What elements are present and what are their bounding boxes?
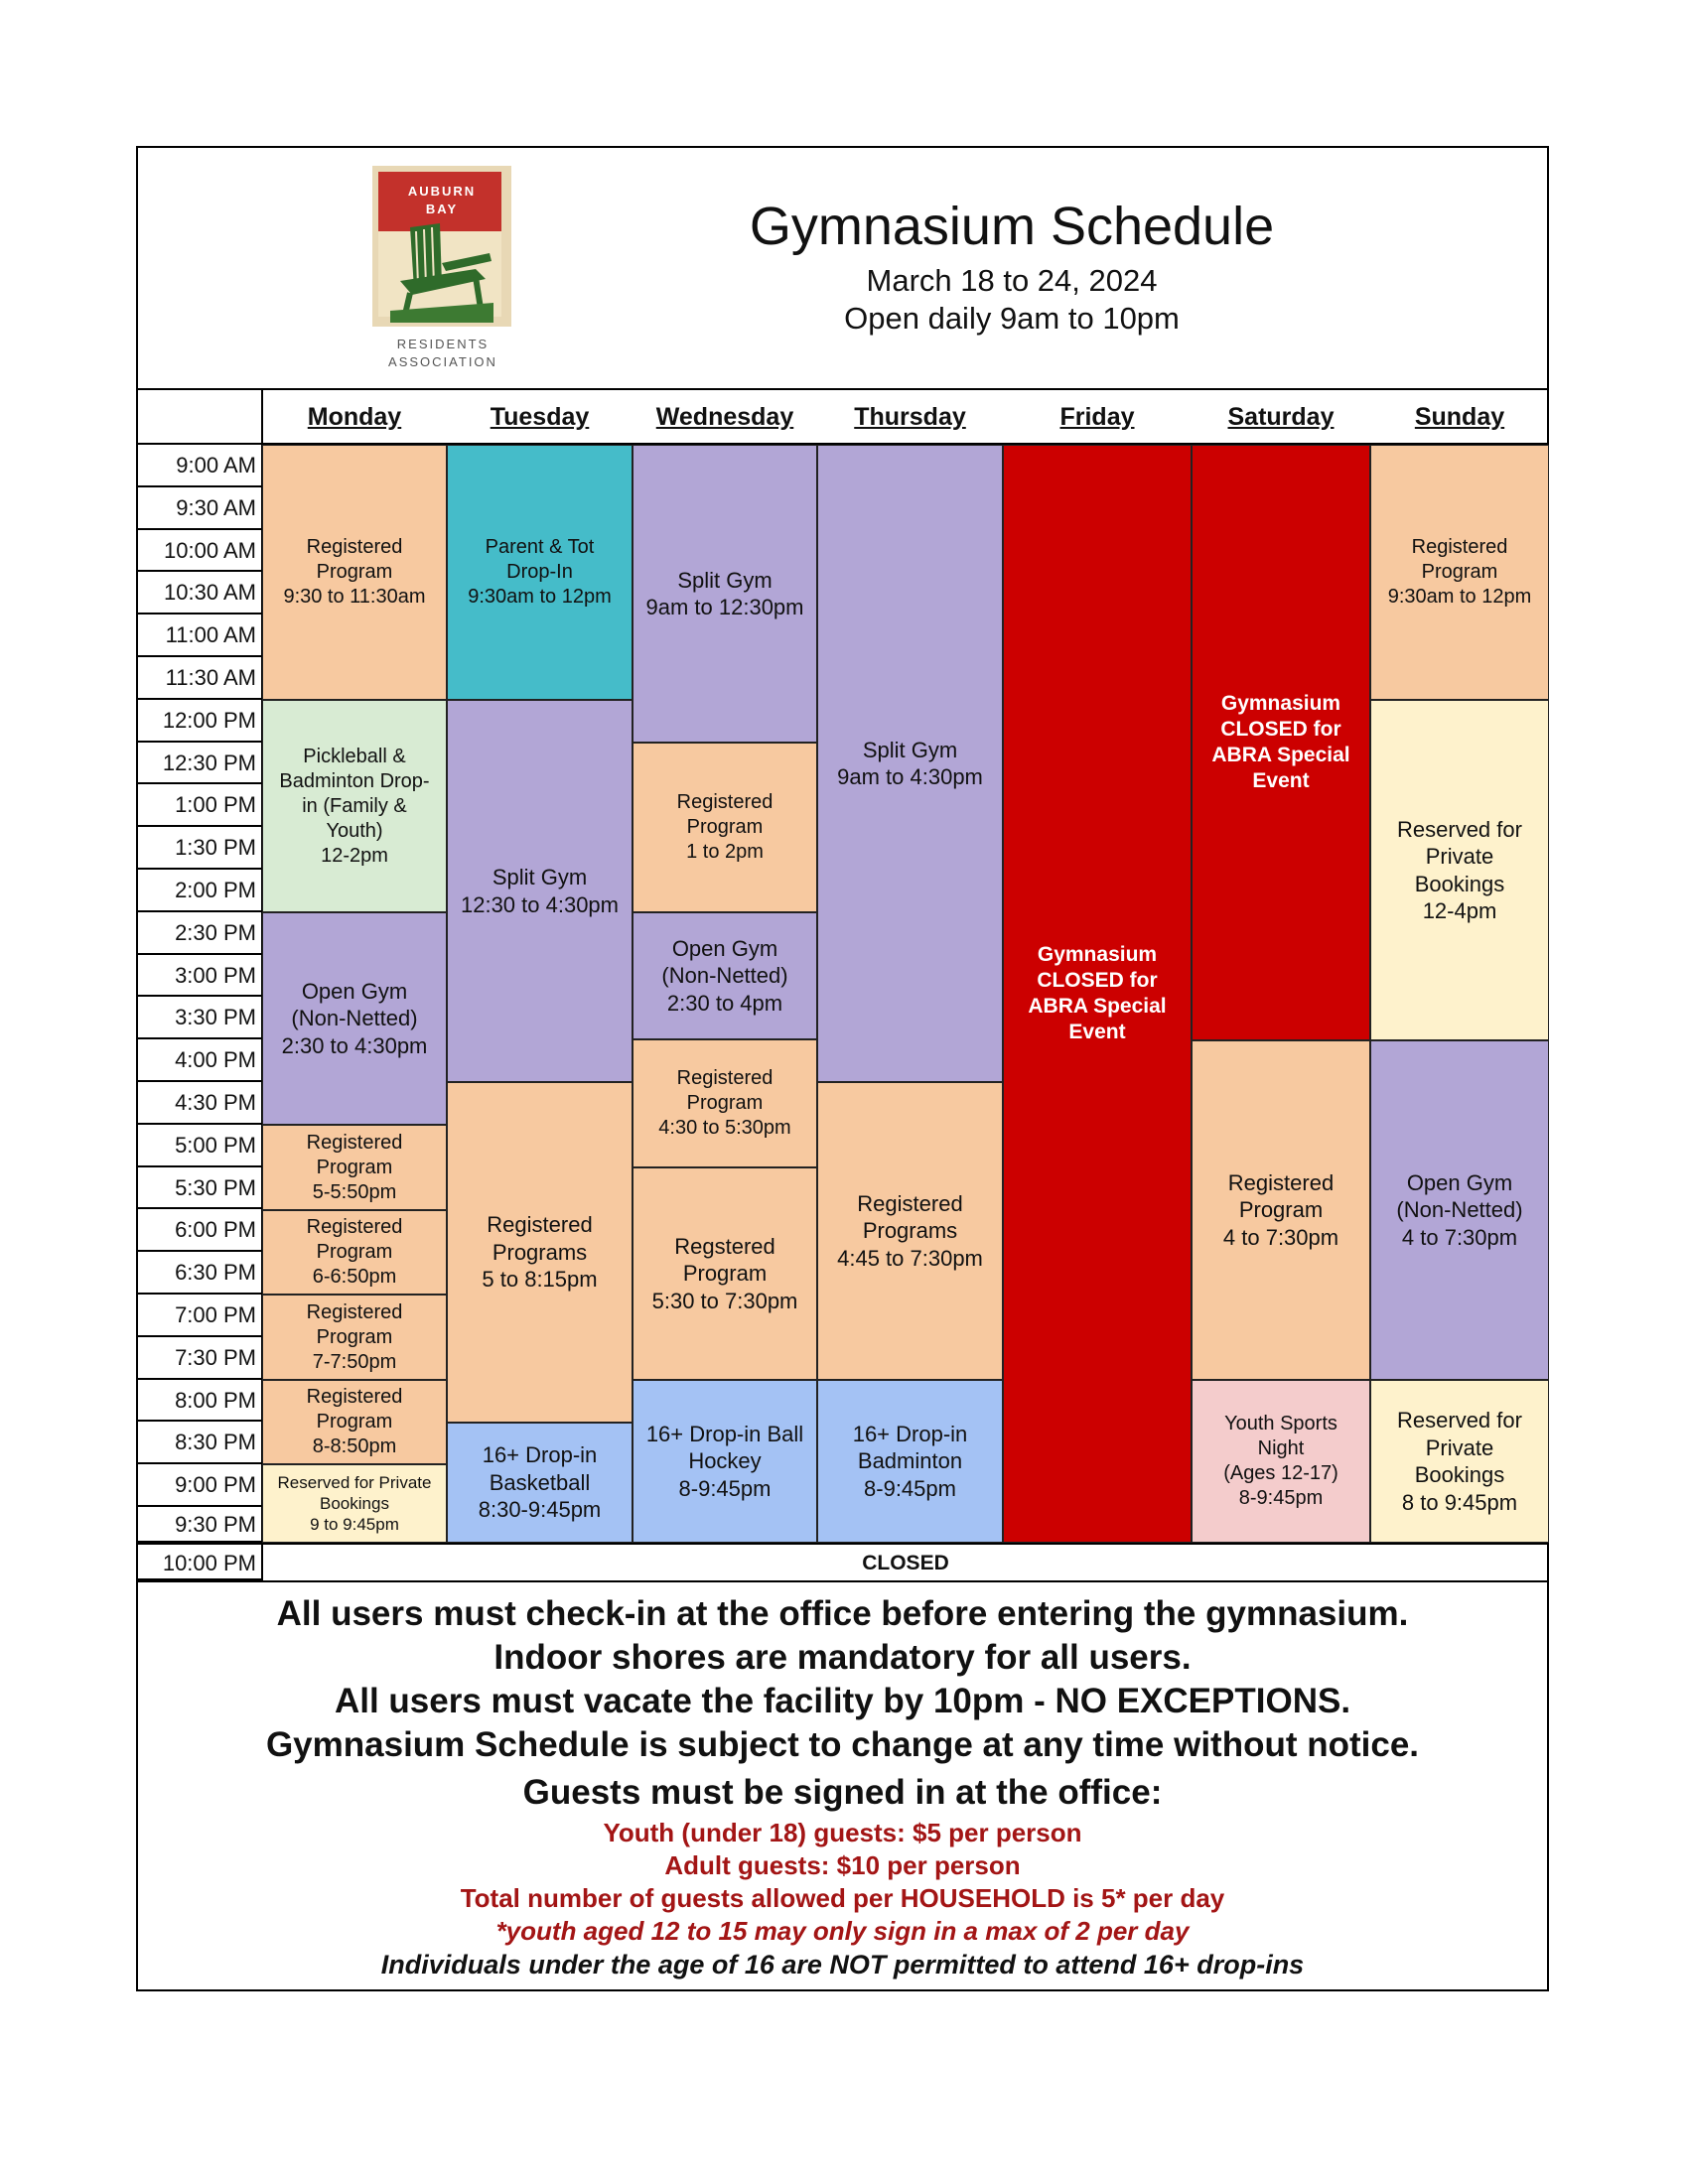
event-block-closed-special-event: Gymnasium CLOSED for ABRA Special Event <box>1003 445 1192 1543</box>
closed-row: CLOSED <box>262 1543 1549 1580</box>
time-label: 4:30 PM <box>138 1082 262 1125</box>
event-block-registered-program: Registered Program 1 to 2pm <box>633 743 817 912</box>
time-label: 11:30 AM <box>138 657 262 700</box>
event-block-reserved-private: Reserved for Private Bookings 8 to 9:45pm <box>1370 1380 1549 1543</box>
time-label: 1:00 PM <box>138 784 262 827</box>
logo-text-association: ASSOCIATION <box>388 354 497 369</box>
time-label: 9:30 AM <box>138 487 262 530</box>
time-label: 12:00 PM <box>138 700 262 743</box>
day-header-monday: Monday <box>262 390 447 445</box>
day-header-thursday: Thursday <box>817 390 1003 445</box>
event-block-registered-program: Registered Program 6-6:50pm <box>262 1210 447 1295</box>
logo-text-bay: BAY <box>425 202 459 216</box>
youth-note: *youth aged 12 to 15 may only sign in a max of 2 per day <box>495 1916 1190 1946</box>
time-label: 2:00 PM <box>138 870 262 912</box>
event-block-reserved-private: Reserved for Private Bookings 9 to 9:45pm <box>262 1464 447 1543</box>
event-block-reserved-private: Reserved for Private Bookings 12-4pm <box>1370 700 1549 1040</box>
time-label: 10:30 AM <box>138 572 262 614</box>
fee-adult: Adult guests: $10 per person <box>664 1850 1021 1880</box>
schedule-frame <box>136 146 1549 1991</box>
rule-check-in: All users must check-in at the office before entering the gymnasium. <box>276 1594 1409 1633</box>
grid-bottom-border <box>138 1580 1549 1582</box>
logo-text-residents: RESIDENTS <box>396 337 490 351</box>
time-label: 4:00 PM <box>138 1039 262 1082</box>
logo-text-auburn: AUBURN <box>407 184 477 199</box>
day-header-saturday: Saturday <box>1192 390 1370 445</box>
corner-cell <box>138 390 262 445</box>
time-label: 9:00 AM <box>138 445 262 487</box>
time-label: 2:30 PM <box>138 912 262 955</box>
event-block-registered-program: Registered Program 9:30am to 12pm <box>1370 445 1549 700</box>
event-block-registered-program: Registered Program 9:30 to 11:30am <box>262 445 447 700</box>
day-header-wednesday: Wednesday <box>633 390 817 445</box>
guest-heading: Guests must be signed in at the office: <box>522 1773 1163 1812</box>
day-header-friday: Friday <box>1003 390 1192 445</box>
page-title: Gymnasium Schedule <box>749 197 1275 256</box>
event-block-split-gym: Split Gym 12:30 to 4:30pm <box>447 700 633 1082</box>
event-block-registered-programs: Registered Programs 4:45 to 7:30pm <box>817 1082 1003 1380</box>
time-label: 7:30 PM <box>138 1337 262 1380</box>
rule-indoor-shoes: Indoor shores are mandatory for all users. <box>493 1638 1192 1677</box>
day-header-tuesday: Tuesday <box>447 390 633 445</box>
time-label: 8:30 PM <box>138 1422 262 1464</box>
time-label: 6:30 PM <box>138 1252 262 1295</box>
time-label: 5:00 PM <box>138 1125 262 1167</box>
event-block-open-gym: Open Gym (Non-Netted) 4 to 7:30pm <box>1370 1040 1549 1380</box>
time-label: 8:00 PM <box>138 1380 262 1423</box>
event-block-open-gym: Open Gym (Non-Netted) 2:30 to 4:30pm <box>262 912 447 1125</box>
age-restriction: Individuals under the age of 16 are NOT permitted to attend 16+ drop-ins <box>380 1950 1305 1979</box>
event-block-parent-tot: Parent & Tot Drop-In 9:30am to 12pm <box>447 445 633 700</box>
rules-footer <box>138 1592 1547 1982</box>
event-block-split-gym: Split Gym 9am to 4:30pm <box>817 445 1003 1082</box>
event-block-ball-hockey-drop-in: 16+ Drop-in Ball Hockey 8-9:45pm <box>633 1380 817 1543</box>
auburn-bay-logo <box>372 166 513 378</box>
household-limit: Total number of guests allowed per HOUSEHOLD is 5* per day <box>460 1883 1225 1913</box>
time-label: 5:30 PM <box>138 1167 262 1210</box>
event-block-closed-special-event: Gymnasium CLOSED for ABRA Special Event <box>1192 445 1370 1040</box>
time-label: 12:30 PM <box>138 743 262 785</box>
adirondack-chair-icon <box>390 223 493 323</box>
time-label: 9:00 PM <box>138 1464 262 1507</box>
time-label: 1:30 PM <box>138 827 262 870</box>
time-label: 7:00 PM <box>138 1295 262 1337</box>
event-block-split-gym: Split Gym 9am to 12:30pm <box>633 445 817 743</box>
time-label: 10:00 AM <box>138 530 262 573</box>
fee-youth: Youth (under 18) guests: $5 per person <box>603 1818 1082 1847</box>
event-block-registered-programs: Registered Programs 5 to 8:15pm <box>447 1082 633 1423</box>
rule-schedule-change: Gymnasium Schedule is subject to change at any time without notice. <box>265 1725 1420 1764</box>
open-hours: Open daily 9am to 10pm <box>844 301 1180 336</box>
day-header-sunday: Sunday <box>1370 390 1549 445</box>
time-label: 3:30 PM <box>138 997 262 1039</box>
time-label: 6:00 PM <box>138 1209 262 1252</box>
schedule-dates: March 18 to 24, 2024 <box>866 263 1158 298</box>
time-label-closing: 10:00 PM <box>138 1543 262 1580</box>
time-label: 3:00 PM <box>138 955 262 998</box>
event-block-registered-program: Registered Program 7-7:50pm <box>262 1295 447 1380</box>
event-block-youth-sports-night: Youth Sports Night (Ages 12-17) 8-9:45pm <box>1192 1380 1370 1543</box>
event-block-basketball-drop-in: 16+ Drop-in Basketball 8:30-9:45pm <box>447 1423 633 1543</box>
time-label: 9:30 PM <box>138 1507 262 1543</box>
event-block-registered-program: Regstered Program 5:30 to 7:30pm <box>633 1167 817 1380</box>
event-block-registered-program: Registered Program 4:30 to 5:30pm <box>633 1039 817 1167</box>
schedule-header <box>138 148 1547 390</box>
event-block-registered-program: Registered Program 8-8:50pm <box>262 1380 447 1464</box>
event-block-badminton-drop-in: 16+ Drop-in Badminton 8-9:45pm <box>817 1380 1003 1543</box>
rule-vacate: All users must vacate the facility by 10pm - NO EXCEPTIONS. <box>334 1682 1351 1720</box>
event-block-open-gym: Open Gym (Non-Netted) 2:30 to 4pm <box>633 912 817 1039</box>
time-label: 11:00 AM <box>138 614 262 657</box>
event-block-registered-program: Registered Program 5-5:50pm <box>262 1125 447 1210</box>
event-block-pickleball-badminton: Pickleball & Badminton Drop- in (Family & Youth) 12-2pm <box>262 700 447 912</box>
event-block-registered-program: Registered Program 4 to 7:30pm <box>1192 1040 1370 1380</box>
